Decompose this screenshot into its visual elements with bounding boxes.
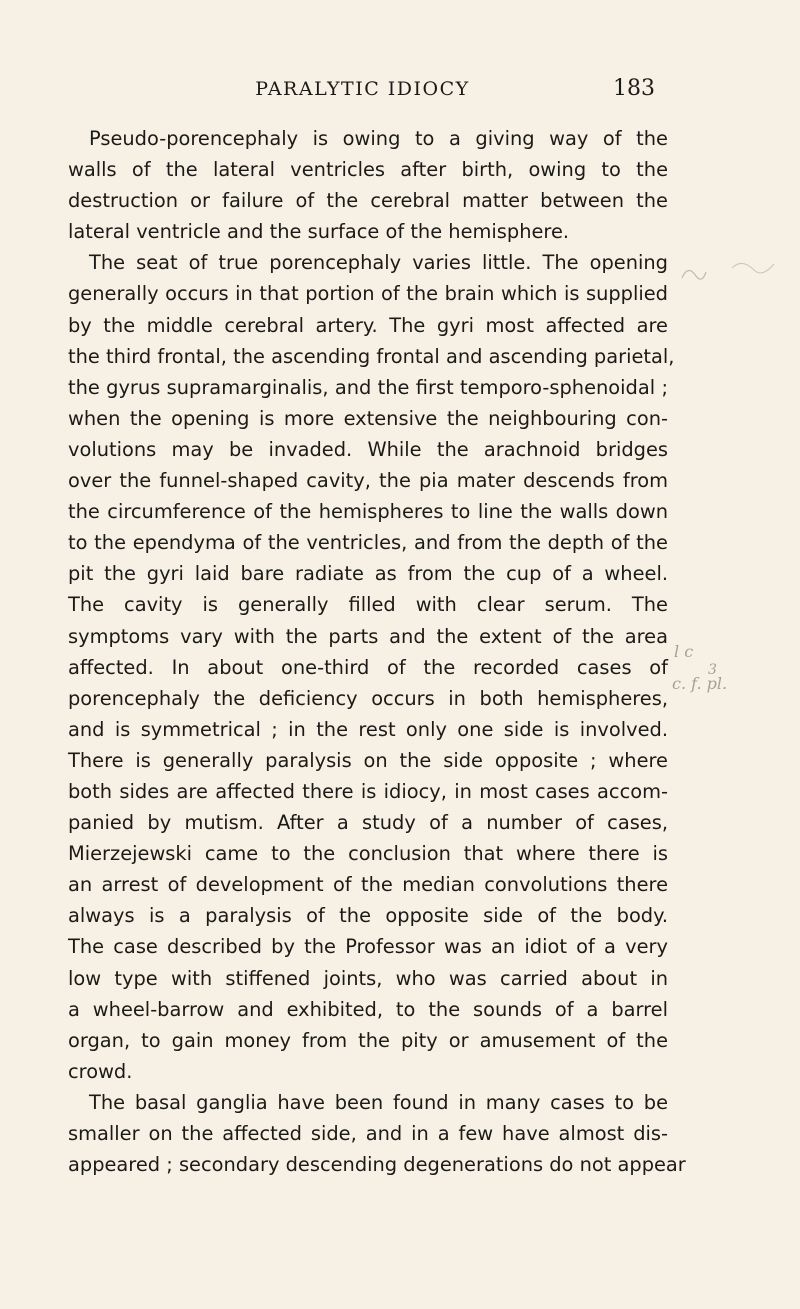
text-line: The seat of true porencephaly varies little. The opening	[89, 251, 668, 275]
pencil-smudge-mark	[672, 250, 792, 300]
page-number: 183	[613, 76, 655, 101]
text-line: porencephaly the deficiency occurs in both hemispheres,	[68, 686, 668, 710]
text-line: organ, to gain money from the pity or amusement of the	[68, 1028, 668, 1052]
text-line: The cavity is generally filled with clear serum. The	[68, 593, 668, 617]
text-line: volutions may be invaded. While the arachnoid bridges	[68, 437, 668, 461]
margin-note: 3	[708, 662, 717, 678]
text-line: There is generally paralysis on the side opposite ; where	[68, 748, 668, 772]
text-line: smaller on the affected side, and in a few have almost dis-	[68, 1122, 668, 1145]
text-line: destruction or failure of the cerebral matter between the	[68, 189, 668, 213]
margin-note: c. f. pl.	[672, 674, 728, 693]
text-line: symptoms vary with the parts and the extent of the area	[68, 624, 668, 648]
text-line: lateral ventricle and the surface of the hemisphere.	[68, 220, 570, 244]
text-line: Mierzejewski came to the conclusion that where there is	[68, 842, 668, 866]
margin-note: l c	[674, 642, 694, 661]
text-line: always is a paralysis of the opposite side of the body.	[68, 904, 668, 928]
text-line: an arrest of development of the median convolutions there	[68, 873, 668, 897]
text-line: to the ependyma of the ventricles, and from the depth of the	[68, 531, 668, 555]
text-line: the gyrus supramarginalis, and the first temporo-sphenoidal ;	[68, 375, 668, 399]
text-line: when the opening is more extensive the neighbouring con-	[68, 406, 668, 430]
text-line: over the funnel-shaped cavity, the pia mater descends from	[68, 469, 668, 493]
page-header	[70, 74, 655, 108]
text-line: and is symmetrical ; in the rest only one side is involved.	[68, 717, 668, 741]
text-line: appeared ; secondary descending degenerations do not appear	[68, 1153, 686, 1177]
text-line: pit the gyri laid bare radiate as from the cup of a wheel.	[68, 562, 668, 586]
text-line: generally occurs in that portion of the brain which is supplied	[68, 282, 668, 306]
text-line: the third frontal, the ascending frontal and ascending parietal,	[68, 344, 675, 368]
text-line: Pseudo-porencephaly is owing to a giving way of the	[89, 127, 668, 150]
text-line: a wheel-barrow and exhibited, to the sounds of a barrel	[68, 997, 668, 1021]
text-line: affected. In about one-third of the recorded cases of	[68, 655, 668, 679]
text-line: walls of the lateral ventricles after birth, owing to the	[68, 158, 668, 182]
text-line: the circumference of the hemispheres to line the walls down	[68, 500, 668, 524]
margin-annotations	[670, 640, 795, 710]
text-line: low type with stiffened joints, who was carried about in	[68, 966, 668, 990]
text-line: The basal ganglia have been found in many cases to be	[89, 1090, 668, 1114]
text-line: by the middle cerebral artery. The gyri most affected are	[68, 313, 668, 337]
running-head: PARALYTIC IDIOCY	[255, 78, 470, 100]
text-line: crowd.	[68, 1059, 133, 1083]
text-line: panied by mutism. After a study of a number of cases,	[68, 811, 668, 835]
text-line: both sides are affected there is idiocy, in most cases accom-	[68, 779, 668, 803]
text-line: The case described by the Professor was an idiot of a very	[68, 935, 668, 959]
